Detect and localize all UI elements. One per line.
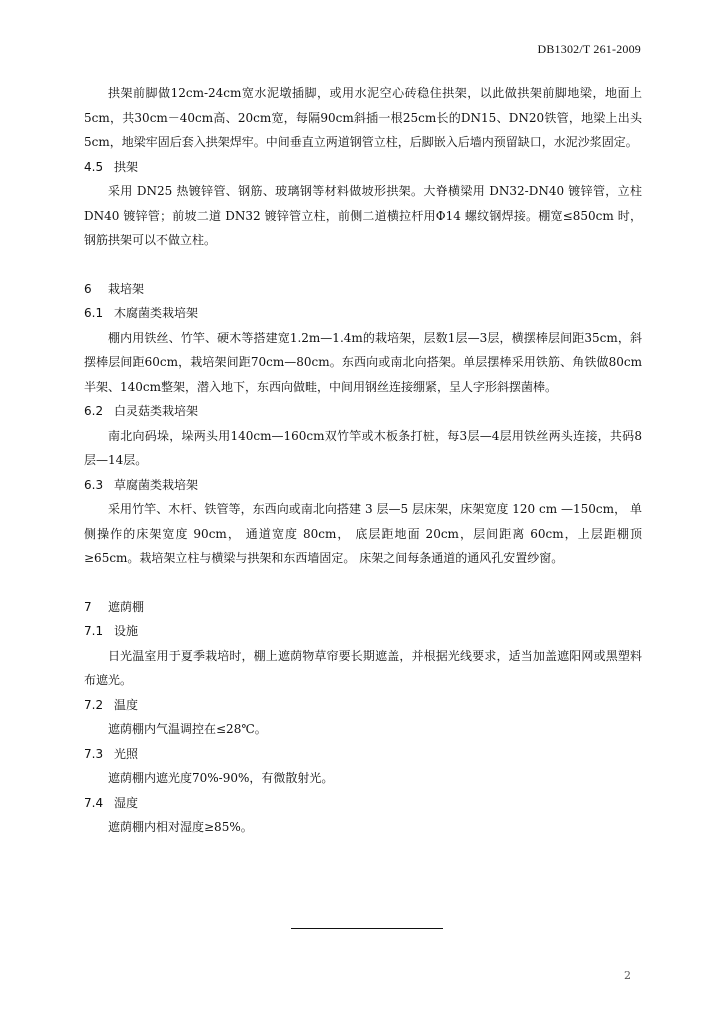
heading-number: 6.3 (84, 477, 104, 492)
paragraph-7-4: 遮荫棚内相对湿度≥85%。 (108, 820, 253, 834)
heading-title: 木腐菌类栽培架 (114, 306, 199, 320)
heading-number: 7.4 (84, 795, 104, 810)
heading-6-1 (84, 301, 642, 326)
heading-title: 遮荫棚 (108, 599, 145, 614)
paragraph-4-5: 采用 DN25 热镀锌管、钢筋、玻璃钢等材料做坡形拱架。大脊横梁用 DN32-DN40 镀锌管，立柱DN40 镀锌管；前坡二道 DN32 镀锌管立柱，前侧二道横拉杆用Φ14 螺纹钢焊接。棚宽≤850cm 时，钢筋拱架可以不做立柱。 (84, 184, 642, 247)
paragraph-6-1: 棚内用铁丝、竹竿、硬木等搭建宽1.2m—1.4m的栽培架，层数1层—3层，横摆棒层间距35cm，斜摆棒层间距60cm，栽培架间距70cm—80cm。东西向或南北向搭架。单层摆棒采用铁筋、角铁做80cm半架、140cm整架，潜入地下，东西向做畦，中间用钢丝连接绷紧，呈人字形斜摆菌棒。 (84, 330, 642, 394)
heading-number: 6.1 (84, 306, 104, 320)
heading-7-4 (84, 791, 642, 816)
page-number: 2 (624, 969, 631, 982)
heading-7-3 (84, 742, 642, 767)
heading-4-5 (84, 155, 642, 180)
heading-number: 6.2 (84, 404, 104, 418)
heading-6-3 (84, 473, 642, 498)
heading-title: 湿度 (114, 795, 139, 810)
paragraph-7-3: 遮荫棚内遮光度70%-90%，有微散射光。 (108, 771, 334, 785)
heading-number: 7.2 (84, 697, 104, 712)
heading-title: 草腐菌类栽培架 (114, 477, 199, 492)
heading-7-1 (84, 619, 642, 644)
heading-7 (84, 595, 642, 620)
heading-number: 7.3 (84, 746, 104, 761)
heading-number: 7 (84, 599, 92, 614)
heading-title: 白灵菇类栽培架 (114, 404, 199, 418)
end-rule (291, 928, 443, 929)
paragraph-7-2: 遮荫棚内气温调控在≤28℃。 (108, 722, 267, 736)
heading-title: 设施 (114, 624, 139, 638)
paragraph-7-1: 日光温室用于夏季栽培时，棚上遮荫物草帘要长期遮盖，并根据光线要求，适当加盖遮阳网或黑塑料布遮光。 (84, 648, 642, 687)
heading-number: 7.1 (84, 624, 104, 638)
heading-6 (84, 277, 642, 302)
heading-title: 栽培架 (108, 281, 145, 296)
paragraph-6-3: 采用竹竿、木杆、铁管等，东西向或南北向搭建 3 层—5 层床架，床架宽度 120 cm —150cm， 单侧操作的床架宽度 90cm， 通道宽度 80cm， 底层距地面 20cm，层间距离 60cm，上层距棚顶≥65cm。栽培架立柱与横梁与拱架和东西墙固定。 床架之间每条通道的通风孔安置纱窗。 (84, 502, 642, 565)
heading-6-2 (84, 399, 642, 424)
paragraph-arch-foot: 拱架前脚做12cm-24cm宽水泥墩插脚，或用水泥空心砖稳住拱架，以此做拱架前脚地梁，地面上5cm，共30cm－40cm高、20cm宽，每隔90cm斜插一根25cm长的DN15、DN20铁管，地梁上出头5cm，地梁牢固后套入拱架焊牢。中间垂直立两道钢管立柱，后脚嵌入后墙内预留缺口，水泥沙浆固定。 (84, 86, 642, 149)
heading-number: 4.5 (84, 159, 104, 174)
heading-title: 温度 (114, 697, 139, 712)
heading-title: 光照 (114, 746, 139, 761)
document-id: DB1302/T 261-2009 (537, 42, 641, 56)
body-text (84, 81, 642, 840)
heading-title: 拱架 (114, 159, 139, 174)
heading-number: 6 (84, 281, 92, 296)
paragraph-6-2: 南北向码垛，垛两头用140cm—160cm双竹竿或木板条打桩，每3层—4层用铁丝两头连接，共码8层—14层。 (84, 428, 642, 467)
heading-7-2 (84, 693, 642, 718)
